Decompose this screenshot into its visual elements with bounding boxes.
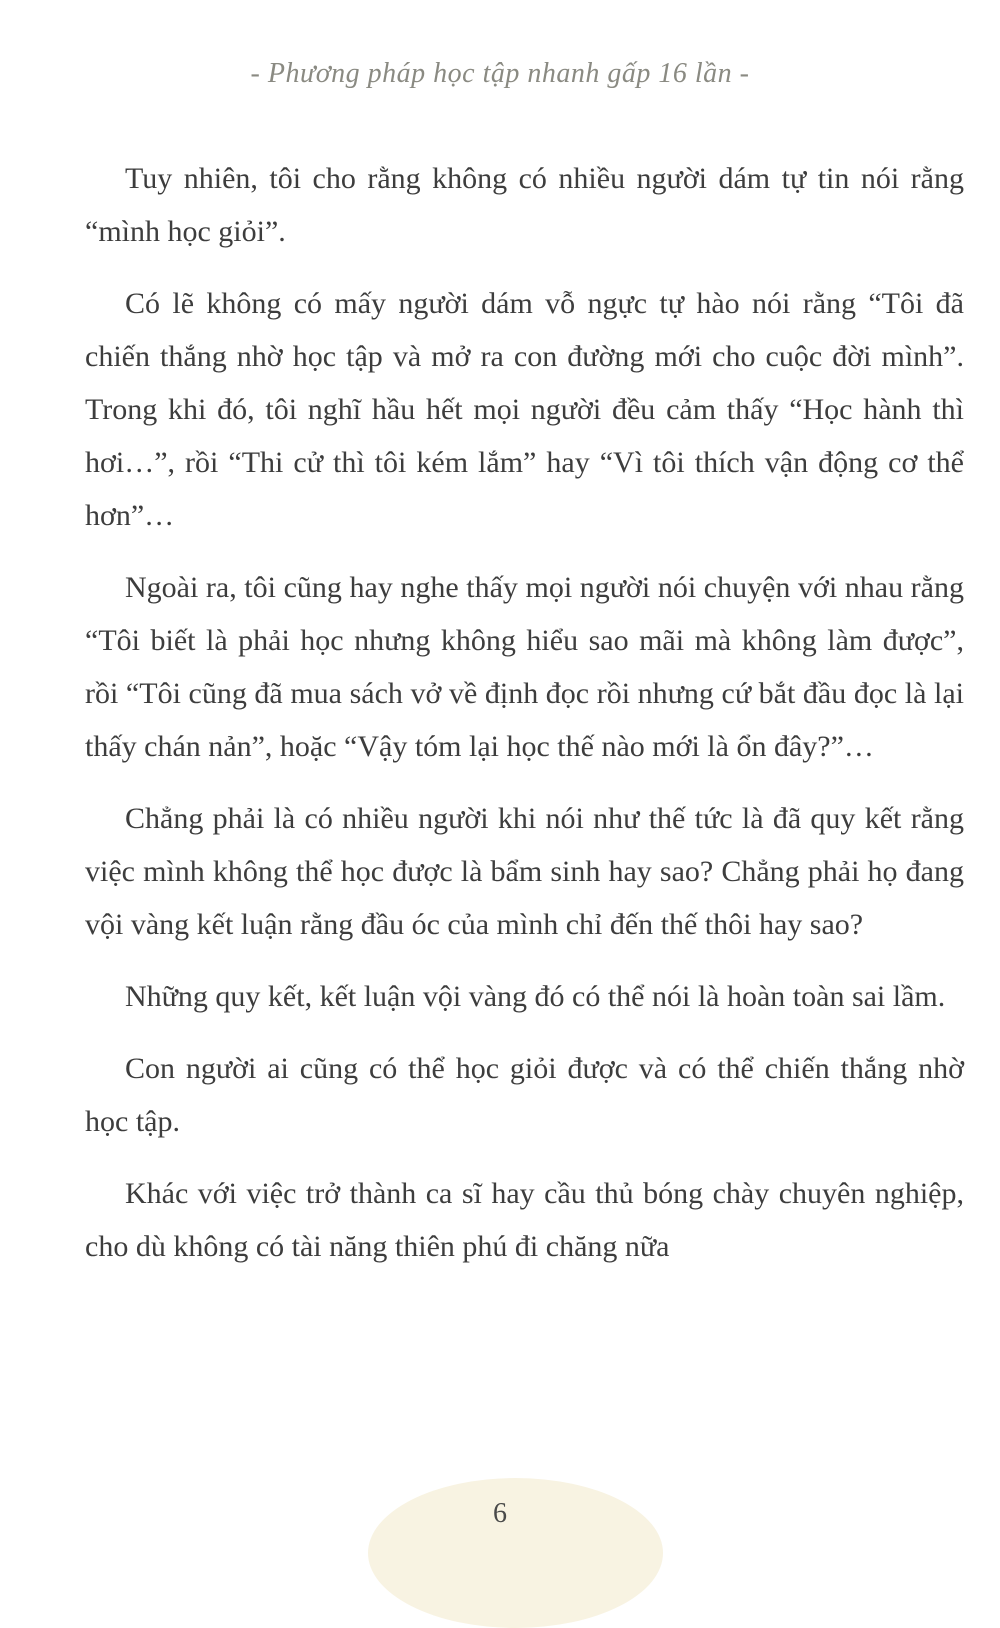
paragraph: Chẳng phải là có nhiều người khi nói như thế tức là đã quy kết rằng việc mình không thể học được là bẩm sinh hay sao? Chẳng phải họ đang vội vàng kết luận rằng đầu óc của mình chỉ đến thế thôi hay sao? (85, 802, 964, 941)
paragraph: Những quy kết, kết luận vội vàng đó có thể nói là hoàn toàn sai lầm. (125, 980, 946, 1013)
paragraph: Tuy nhiên, tôi cho rằng không có nhiều người dám tự tin nói rằng “mình học giỏi”. (85, 162, 964, 248)
paragraph: Khác với việc trở thành ca sĩ hay cầu thủ bóng chày chuyên nghiệp, cho dù không có tài năng thiên phú đi chăng nữa (85, 1177, 964, 1263)
page-number: 6 (493, 1498, 507, 1529)
paragraph: Ngoài ra, tôi cũng hay nghe thấy mọi người nói chuyện với nhau rằng “Tôi biết là phải học nhưng không hiểu sao mãi mà không làm được”, rồi “Tôi cũng đã mua sách vở về định đọc rồi nhưng cứ bắt đầu đọc là lại thấy chán nản”, hoặc “Vậy tóm lại học thế nào mới là ổn đây?”… (85, 571, 964, 763)
page-content (0, 152, 1000, 1273)
paragraph: Con người ai cũng có thể học giỏi được và có thể chiến thắng nhờ học tập. (85, 1052, 964, 1138)
running-header: - Phương pháp học tập nhanh gấp 16 lần - (250, 58, 750, 89)
paragraph: Có lẽ không có mấy người dám vỗ ngực tự hào nói rằng “Tôi đã chiến thắng nhờ học tập và mở ra con đường mới cho cuộc đời mình”. Trong khi đó, tôi nghĩ hầu hết mọi người đều cảm thấy “Học hành thì hơi…”, rồi “Thi cử thì tôi kém lắm” hay “Vì tôi thích vận động cơ thể hơn”… (85, 287, 964, 532)
